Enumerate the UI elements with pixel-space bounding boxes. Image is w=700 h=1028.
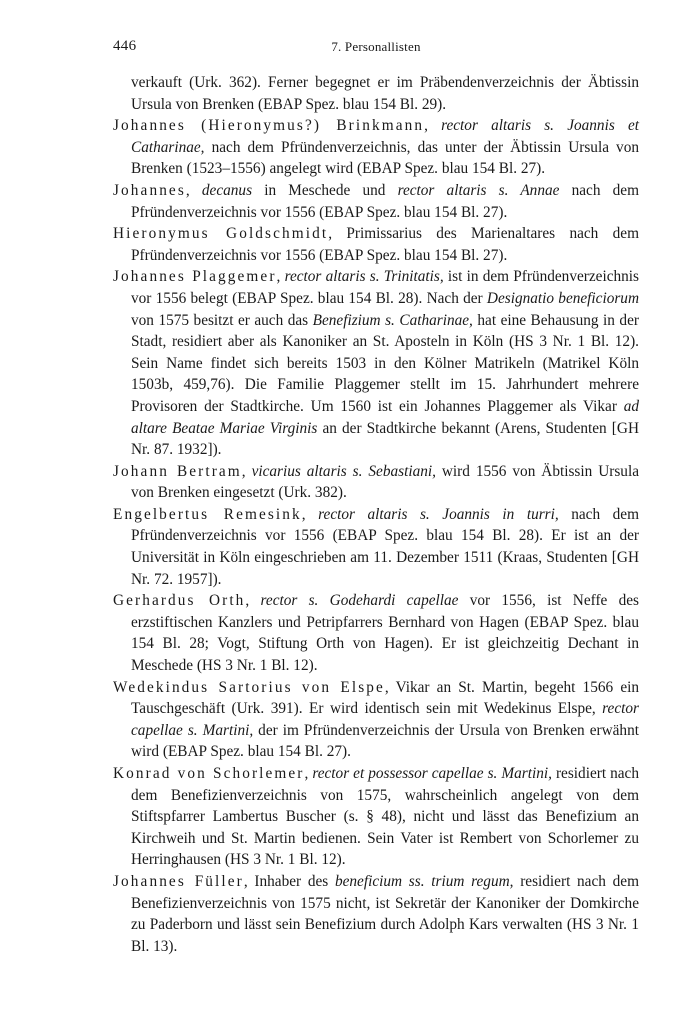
page-number: 446 (113, 38, 137, 54)
entry-text: hat eine Behausung in der Stadt, residiert aber als Kanoniker an St. Aposteln in Köln (HS 3 Nr. 1 Bl. 12). Sein Name findet sich bereits 1503 in den Kölner Matrikeln (Matrikel Köln 1503b, 459,76). Die Familie Plaggemer stellt im 15. Jahrhundert mehrere Provisoren der Stadtkirche. Um 1560 ist ein Johannes Plaggemer als Vikar (131, 311, 639, 415)
book-page (113, 38, 639, 957)
latin-term: decanus (201, 181, 253, 199)
entry-name: Johannes Füller (113, 872, 244, 890)
latin-term: rector altaris s. Joannis et Catharinae, (131, 117, 639, 156)
entry-text: , Primissarius des Marienaltares nach dem Pfründenverzeichnis vor 1556 (EBAP Spez. blau 154 Bl. 27). (131, 225, 639, 264)
entry-list (113, 72, 639, 957)
entry-name: Konrad von Schorlemer (113, 765, 305, 782)
entry (113, 461, 639, 504)
entry-text: wird 1556 von Äbtissin Ursula von Brenken eingesetzt (Urk. 382). (131, 462, 639, 502)
entry-text: , Vikar an St. Martin, begeht 1566 ein Tauschgeschäft (Urk. 391). Er wird identisch sein mit Wedekinus Elspe, (131, 678, 640, 718)
running-head: 7. Personallisten (331, 39, 421, 54)
latin-term: Benefizium s. Catharinae, (312, 311, 473, 329)
entry-text: an der Stadtkirche bekannt (Arens, Studenten [GH Nr. 87. 1932]). (131, 419, 639, 459)
latin-term: rector altaris s. Joannis in turri, (318, 505, 559, 523)
entry-name: Johannes Plaggemer (113, 268, 277, 286)
entry-text: residiert nach dem Benefizienverzeichnis von 1575 nicht, ist Sekretär der Kanoniker der Domkirche zu Paderborn und lässt sein Benefizium durch Adolph Kars verwalten (HS 3 Nr. 1 Bl. 13). (131, 872, 639, 955)
entry-name: Johannes (Hieronymus?) Brinkmann (113, 117, 425, 135)
entry-text: in Meschede und (252, 181, 398, 199)
latin-term: rector et possessor capellae s. Martini, (312, 765, 552, 782)
entry (113, 266, 639, 460)
entry-text: , (276, 268, 285, 286)
entry-name: Johannes (113, 181, 186, 199)
entry (113, 590, 639, 676)
entry-name: Gerhardus Orth (113, 592, 246, 610)
latin-term: Designatio beneficiorum (486, 289, 640, 307)
entry (113, 871, 639, 957)
entry-text: ist in dem Pfründenverzeichnis vor 1556 belegt (EBAP Spez. blau 154 Bl. 28). Nach der (131, 268, 639, 307)
entry-text: , (245, 592, 261, 610)
entry-text: residiert nach dem Benefizienverzeichnis von 1575, wahrscheinlich angelegt von dem Stiftspfarrer Lambertus Buscher (s. § 48), nicht und lässt das Benefizium an Kirchweih und St. Martin bedienen. Sein Vater ist Rembert von Schorlemer zu Herringhausen (HS 3 Nr. 1 Bl. 12). (131, 765, 639, 869)
entry-text: , (424, 117, 442, 135)
entry-text: , (301, 505, 319, 523)
entry-text: von 1575 besitzt er auch das (131, 311, 313, 329)
latin-term: vicarius altaris s. Sebastiani, (251, 462, 436, 480)
entry-name: Johann Bertram (113, 462, 242, 480)
entry-text: nach dem Pfründenverzeichnis vor 1556 (EBAP Spez. blau 154 Bl. 27). (131, 181, 639, 221)
entry-text: , (304, 765, 313, 782)
entry (113, 115, 639, 180)
latin-term: ad altare Beatae Mariae Virginis (131, 397, 639, 437)
latin-term: rector altaris s. Trinitatis, (284, 268, 444, 286)
latin-term: rector capellae s. Martini, (131, 700, 639, 739)
latin-term: beneficium ss. trium regum, (334, 872, 514, 890)
entry (113, 223, 639, 266)
entry-name: Engelbertus Remesink (113, 505, 302, 523)
latin-term: rector altaris s. Annae (397, 181, 560, 199)
entry (113, 504, 639, 590)
entry-text: nach dem Pfründenverzeichnis, das unter der Äbtissin Ursula von Brenken (1523–1556) angelegt wird (EBAP Spez. blau 154 Bl. 27). (131, 138, 639, 178)
entry (113, 180, 639, 223)
entry (113, 72, 639, 115)
page-header (113, 38, 639, 62)
entry-name: Wedekindus Sartorius von Elspe (113, 678, 385, 696)
entry-text: , (185, 181, 202, 199)
entry-text: vor 1556, ist Neffe des erzstiftischen Kanzlers und Petripfarrers Bernhard von Hagen (EBAP Spez. blau 154 Bl. 28; Vogt, Stiftung Orth von Hagen). Er ist gleichzeitig Dechant in Meschede (HS 3 Nr. 1 Bl. 12). (131, 592, 639, 675)
entry-text: verkauft (Urk. 362). Ferner begegnet er im Präbendenverzeichnis der Äbtissin Ursula von Brenken (EBAP Spez. blau 154 Bl. 29). (131, 74, 639, 113)
entry-text: , (241, 462, 252, 480)
entry (113, 763, 639, 871)
entry (113, 677, 639, 763)
latin-term: rector s. Godehardi capellae (260, 592, 459, 610)
entry-name: Hieronymus Goldschmidt (113, 225, 329, 243)
entry-text: nach dem Pfründenverzeichnis vor 1556 (EBAP Spez. blau 154 Bl. 28). Er ist an der Universität in Köln eingeschrieben am 11. Dezember 1511 (Kraas, Studenten [GH Nr. 72. 1957]). (131, 505, 639, 588)
entry-text: , Inhaber des (243, 872, 335, 890)
entry-text: der im Pfründenverzeichnis der Ursula von Brenken erwähnt wird (EBAP Spez. blau 154 Bl. 27). (131, 721, 639, 761)
